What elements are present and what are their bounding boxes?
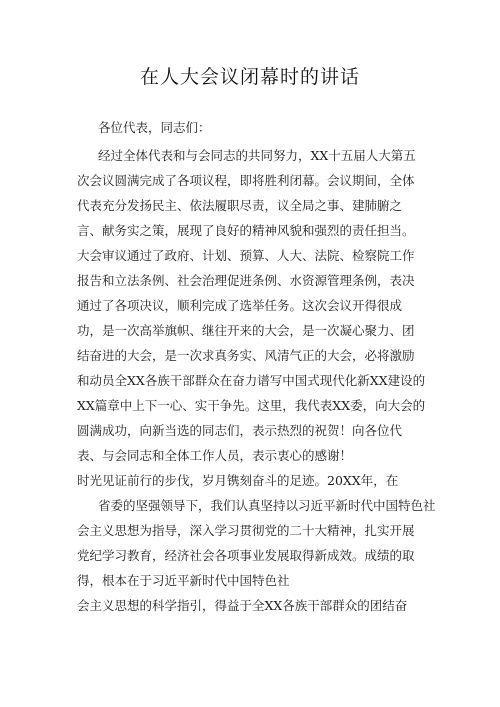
- paragraph-line: XX篇章中上下一心、实干争先。这里，我代表XX委，向大会的: [77, 398, 426, 413]
- paragraph-line: 经过全体代表和与会同志的共同努力，XX十五届人大第五: [98, 148, 416, 163]
- paragraph-line: 圆满成功，向新当选的同志们，表示热烈的祝贺！向各位代: [77, 423, 403, 438]
- paragraph-line: 结奋进的大会，是一次求真务实、风清气正的大会，必将激励: [77, 348, 415, 363]
- paragraph-line: 大会审议通过了政府、计划、预算、人大、法院、检察院工作: [77, 248, 415, 263]
- paragraph-line: 时光见证前行的步伐，岁月镌刻奋斗的足迹。20XX年，在: [77, 473, 399, 488]
- paragraph-line: 代表充分发扬民主、依法履职尽责，议全局之事、建肺腑之: [77, 198, 403, 213]
- paragraph-line: 通过了各项决议，顺利完成了选举任务。这次会议开得很成: [77, 298, 403, 313]
- paragraph-line: 省委的坚强领导下，我们认真坚持以习近平新时代中国特色社: [98, 498, 436, 513]
- paragraph-line: 会主义思想为指导，深入学习贯彻党的二十大精神，扎实开展: [77, 523, 415, 538]
- paragraph-line: 党纪学习教育，经济社会各项事业发展取得新成效。成绩的取: [77, 548, 415, 563]
- paragraph-line: 功，是一次高举旗帜、继往开来的大会，是一次凝心聚力、团: [77, 323, 415, 338]
- paragraph-line: 得，根本在于习近平新时代中国特色社: [77, 573, 290, 588]
- paragraph-line: 报告和立法条例、社会治理促进条例、水资源管理条例，表决: [77, 273, 415, 288]
- paragraph-line: 会主义思想的科学指引，得益于全XX各族干部群众的团结奋: [77, 598, 408, 613]
- paragraph-line: 次会议圆满完成了各项议程，即将胜利闭幕。会议期间，全体: [77, 173, 415, 188]
- salutation-line: 各位代表，同志们：: [98, 120, 211, 135]
- paragraph-line: 言、献务实之策，展现了良好的精神风貌和强烈的责任担当。: [77, 223, 415, 238]
- paragraph-line: 和动员全XX各族干部群众在奋力谱写中国式现代化新XX建设的: [77, 373, 426, 388]
- paragraph-line: 表、与会同志和全体工作人员，表示衷心的感谢！: [77, 448, 353, 463]
- document-title: 在人大会议闭幕时的讲话: [139, 66, 360, 88]
